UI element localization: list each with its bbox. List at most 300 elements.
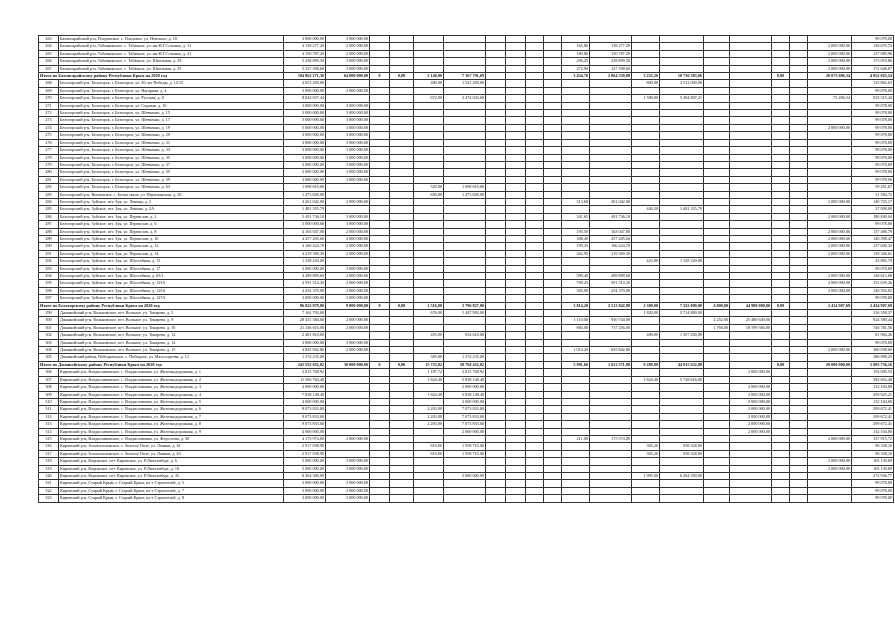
value-cell-2: 2 000 000,00 [326,228,370,235]
address-cell: Белогорский р-н, Зуйское, пгт. Зуя, ул. Шоссейная, д. 13 [59,258,284,265]
value-cell-4 [390,117,414,124]
value-cell-4 [390,480,414,487]
value-cell-17 [772,80,790,87]
table-row [39,384,894,391]
value-cell-1: 4 000 000,00 [284,428,326,435]
value-cell-17 [772,184,790,191]
value-cell-3 [370,280,390,287]
value-cell-17 [772,391,790,398]
value-cell-12 [590,295,632,302]
value-cell-17 [772,235,790,242]
value-cell-19 [808,391,852,398]
value-cell-6 [444,347,486,354]
value-cell-13: 800,00 [632,80,660,87]
value-cell-3 [370,213,390,220]
value-cell-16 [730,443,772,450]
value-cell-14 [660,169,704,176]
value-cell-8 [506,495,526,502]
value-cell-4 [390,472,414,479]
value-cell-20: 299 672,41 [852,421,894,428]
value-cell-19: 2 000 000,00 [808,124,852,131]
value-cell-9 [526,73,544,80]
value-cell-4 [390,132,414,139]
value-cell-16 [730,354,772,361]
value-cell-9 [526,221,544,228]
value-cell-3 [370,339,390,346]
value-cell-2: 9 000 000,00 [326,302,370,309]
value-cell-5 [414,295,444,302]
table-row [39,235,894,242]
value-cell-8 [506,480,526,487]
value-cell-16 [730,161,772,168]
value-cell-14 [660,235,704,242]
value-cell-6 [444,198,486,205]
value-cell-7 [486,65,506,72]
row-number: 318 [39,458,59,465]
value-cell-8 [506,258,526,265]
value-cell-15 [704,280,730,287]
row-number: 278 [39,154,59,161]
value-cell-1: 245 552 652,02 [284,361,326,368]
value-cell-11 [562,206,590,213]
value-cell-19 [808,110,852,117]
value-cell-19 [808,317,852,324]
value-cell-1: 3 000 000,00 [284,87,326,94]
value-cell-9 [526,117,544,124]
value-cell-20: 172 646,07 [852,65,894,72]
value-cell-15 [704,147,730,154]
value-cell-18 [790,198,808,205]
value-cell-12: 138 277,20 [590,43,632,50]
value-cell-1: 3 000 000,00 [284,487,326,494]
value-cell-2: 3 000 000,00 [326,65,370,72]
value-cell-20: 99 078,00 [852,339,894,346]
value-cell-6: 7 073 833,00 [444,421,486,428]
value-cell-6 [444,339,486,346]
table-row [39,110,894,117]
value-cell-1: 3 000 000,00 [284,495,326,502]
value-cell-19 [808,176,852,183]
value-cell-3 [370,369,390,376]
value-cell-16: 2 000 000,00 [730,369,772,376]
value-cell-7 [486,198,506,205]
value-cell-4 [390,58,414,65]
value-cell-17 [772,310,790,317]
value-cell-15 [704,110,730,117]
value-cell-9 [526,243,544,250]
value-cell-13 [632,369,660,376]
value-cell-5: 1 187,72 [414,369,444,376]
value-cell-1: 3 000 000,00 [284,36,326,43]
value-cell-1: 4 254 370,00 [284,287,326,294]
address-cell: Белогорский р-н, Зуйское, пгт. Зуя, ул. Шоссейная, д. 123А [59,280,284,287]
value-cell-20: 99 078,00 [852,110,894,117]
table-row [39,184,894,191]
value-cell-4 [390,176,414,183]
address-cell: Кировский р-н, Старый Крым, г. Старый Крым, пл-т Строителей, д. 5 [59,480,284,487]
value-cell-14: 958 328,00 [660,450,704,457]
value-cell-1: 5 000 000,00 [284,458,326,465]
row-number: 270 [39,95,59,102]
value-cell-11 [562,369,590,376]
value-cell-13: 1 580,00 [632,95,660,102]
value-cell-3 [370,124,390,131]
value-cell-12: 163 047,00 [590,228,632,235]
value-cell-7 [486,117,506,124]
value-cell-12 [590,132,632,139]
value-cell-12 [590,421,632,428]
value-cell-17 [772,421,790,428]
value-cell-20: 43 865,79 [852,258,894,265]
value-cell-14 [660,65,704,72]
value-cell-15 [704,369,730,376]
value-cell-6: 1 374 235,00 [444,354,486,361]
value-cell-17 [772,317,790,324]
value-cell-18 [790,169,808,176]
value-cell-11 [562,406,590,413]
table-row [39,472,894,479]
value-cell-18 [790,124,808,131]
value-cell-16 [730,265,772,272]
value-cell-8 [506,317,526,324]
value-cell-3 [370,310,390,317]
value-cell-10 [544,413,562,420]
value-cell-20: 99 078,00 [852,36,894,43]
value-cell-9 [526,450,544,457]
value-cell-5 [414,50,444,57]
value-cell-20: 5 085 736,16 [852,361,894,368]
value-cell-14 [660,421,704,428]
value-cell-20: 99 078,00 [852,480,894,487]
value-cell-1: 1 698 619,00 [284,184,326,191]
value-cell-10 [544,110,562,117]
value-cell-1: 3 813 768,92 [284,369,326,376]
value-cell-16 [730,176,772,183]
value-cell-20: 165 130,00 [852,458,894,465]
value-cell-2: 2 000 000,00 [326,43,370,50]
value-cell-1: 3 000 000,00 [284,480,326,487]
value-cell-20: 96 338,10 [852,450,894,457]
value-cell-12: 257 205,60 [590,235,632,242]
district-total-row [39,361,894,368]
table-row [39,332,894,339]
value-cell-17: 0,00 [772,302,790,309]
value-cell-5 [414,132,444,139]
value-cell-5 [414,398,444,405]
value-cell-18 [790,87,808,94]
value-cell-13: 423,00 [632,258,660,265]
address-cell: Кировский р-н, Владиславовское, с. Владиславовка, ул. Федосеева, д. 38 [59,435,284,442]
row-number: 314 [39,428,59,435]
value-cell-1: 3 000 000,00 [284,221,326,228]
table-row [39,465,894,472]
value-cell-4 [390,206,414,213]
value-cell-7 [486,443,506,450]
value-cell-10 [544,221,562,228]
value-cell-12: 737 256,00 [590,324,632,331]
address-cell: Белогорский р-н, Зуйское, пгт. Зуя, ул. Ленина, д. 2 [59,198,284,205]
value-cell-3 [370,295,390,302]
value-cell-2: 3 000 000,00 [326,265,370,272]
value-cell-2 [326,376,370,383]
value-cell-1: 1 481 355,79 [284,206,326,213]
value-cell-18 [790,339,808,346]
value-cell-9 [526,110,544,117]
value-cell-12 [590,191,632,198]
value-cell-10 [544,458,562,465]
value-cell-16: 2 000 000,00 [730,384,772,391]
value-cell-13 [632,295,660,302]
value-cell-8 [506,391,526,398]
value-cell-4 [390,398,414,405]
value-cell-7 [486,458,506,465]
value-cell-18 [790,310,808,317]
value-cell-5 [414,287,444,294]
value-cell-8 [506,361,526,368]
value-cell-9 [526,176,544,183]
value-cell-1: 4 053 200,00 [284,80,326,87]
value-cell-18 [790,43,808,50]
value-cell-16 [730,213,772,220]
value-cell-14 [660,176,704,183]
value-cell-18 [790,369,808,376]
value-cell-13 [632,87,660,94]
address-cell: Белогорский р-н, Белогорск, г. Белогорск, ул. Шевченко, д. 31 [59,139,284,146]
value-cell-3 [370,80,390,87]
value-cell-1: 21 336 616,00 [284,324,326,331]
value-cell-13 [632,228,660,235]
value-cell-2: 2 000 000,00 [326,273,370,280]
value-cell-14: 1 328 220,00 [660,258,704,265]
value-cell-12 [590,102,632,109]
value-cell-9 [526,421,544,428]
capital-repair-table [38,35,894,503]
value-cell-2: 2 000 000,00 [326,280,370,287]
value-cell-15 [704,65,730,72]
value-cell-1: 11 566 764,40 [284,376,326,383]
value-cell-16 [730,58,772,65]
value-cell-13 [632,132,660,139]
address-cell: Белогорский р-н, Белогорск, г. Белогорск, ул. Шевченко, д. 37 [59,161,284,168]
row-number: 274 [39,124,59,131]
value-cell-5 [414,102,444,109]
row-number: 323 [39,495,59,502]
value-cell-11: 1 110,00 [562,317,590,324]
value-cell-5: 1 824,40 [414,376,444,383]
value-cell-11 [562,413,590,420]
value-cell-20: 186 098,25 [852,354,894,361]
value-cell-1: 4 219 300,30 [284,250,326,257]
value-cell-9 [526,495,544,502]
value-cell-3 [370,176,390,183]
value-cell-19 [808,384,852,391]
value-cell-2: 3 000 000,00 [326,465,370,472]
value-cell-15 [704,332,730,339]
value-cell-7 [486,376,506,383]
value-cell-9 [526,87,544,94]
value-cell-12 [590,117,632,124]
value-cell-19: 73 496,54 [808,95,852,102]
value-cell-18 [790,450,808,457]
value-cell-8 [506,154,526,161]
value-cell-4 [390,376,414,383]
row-number: 271 [39,102,59,109]
table-row [39,265,894,272]
value-cell-4 [390,110,414,117]
value-cell-7 [486,124,506,131]
value-cell-6 [444,280,486,287]
row-number: 289 [39,235,59,242]
value-cell-16 [730,80,772,87]
value-cell-2: 2 000 000,00 [326,324,370,331]
address-cell: Белогорский р-н, Зуйское, пгт. Зуя, ул. Ленина, д. 2А [59,206,284,213]
value-cell-5 [414,87,444,94]
value-cell-17 [772,124,790,131]
value-cell-3 [370,132,390,139]
value-cell-13 [632,339,660,346]
value-cell-11 [562,95,590,102]
value-cell-1: 3 000 000,00 [284,265,326,272]
address-cell: Кировский р-н, Кировское, пгт. Кировское, ул. Р.Люксембург, д. 35 [59,472,284,479]
value-cell-18 [790,280,808,287]
value-cell-19 [808,310,852,317]
value-cell-8 [506,398,526,405]
value-cell-14 [660,191,704,198]
row-number: 277 [39,147,59,154]
value-cell-1: 9 073 833,00 [284,406,326,413]
value-cell-8 [506,406,526,413]
value-cell-17 [772,347,790,354]
value-cell-8 [506,235,526,242]
value-cell-9 [526,139,544,146]
value-cell-5: 385,00 [414,354,444,361]
value-cell-13 [632,398,660,405]
value-cell-2: 3 000 000,00 [326,87,370,94]
value-cell-7 [486,265,506,272]
value-cell-4 [390,139,414,146]
value-cell-15 [704,495,730,502]
value-cell-9 [526,147,544,154]
value-cell-3 [370,58,390,65]
value-cell-12 [590,428,632,435]
value-cell-8 [506,117,526,124]
value-cell-11: 211,00 [562,435,590,442]
table-row [39,132,894,139]
value-cell-4 [390,317,414,324]
value-cell-9 [526,435,544,442]
value-cell-13 [632,495,660,502]
value-cell-5: 2 140,00 [414,73,444,80]
value-cell-11 [562,354,590,361]
value-cell-18 [790,317,808,324]
value-cell-6: 2 000 000,00 [444,472,486,479]
value-cell-9 [526,161,544,168]
row-number: 299 [39,310,59,317]
value-cell-18 [790,147,808,154]
value-cell-2 [326,354,370,361]
value-cell-17 [772,472,790,479]
value-cell-16 [730,228,772,235]
value-cell-5 [414,243,444,250]
value-cell-5 [414,339,444,346]
value-cell-19: 2 000 000,00 [808,347,852,354]
value-cell-4 [390,43,414,50]
value-cell-11 [562,458,590,465]
row-number: 288 [39,228,59,235]
row-number: 311 [39,406,59,413]
value-cell-4 [390,228,414,235]
value-cell-19 [808,332,852,339]
value-cell-7 [486,50,506,57]
value-cell-6 [444,154,486,161]
value-cell-9 [526,443,544,450]
value-cell-5 [414,465,444,472]
value-cell-18 [790,235,808,242]
value-cell-14 [660,391,704,398]
value-cell-15 [704,391,730,398]
table-row [39,421,894,428]
value-cell-19: 2 000 000,00 [808,250,852,257]
table-row [39,36,894,43]
value-cell-20: 99 078,00 [852,147,894,154]
value-cell-10 [544,161,562,168]
table-row [39,65,894,72]
value-cell-2: 3 000 000,00 [326,339,370,346]
value-cell-19 [808,221,852,228]
value-cell-5 [414,117,444,124]
table-row [39,369,894,376]
value-cell-5 [414,280,444,287]
value-cell-2 [326,369,370,376]
value-cell-20: 259 925,21 [852,391,894,398]
value-cell-2: 3 000 000,00 [326,139,370,146]
value-cell-6 [444,243,486,250]
value-cell-10 [544,80,562,87]
value-cell-8 [506,250,526,257]
value-cell-17 [772,139,790,146]
value-cell-19 [808,154,852,161]
value-cell-3 [370,169,390,176]
value-cell-1: 3 000 000,00 [284,339,326,346]
value-cell-13 [632,487,660,494]
value-cell-19 [808,169,852,176]
value-cell-6 [444,317,486,324]
value-cell-19 [808,480,852,487]
value-cell-13 [632,102,660,109]
value-cell-12: 254 370,00 [590,287,632,294]
value-cell-20: 137 600,34 [852,243,894,250]
value-cell-18 [790,354,808,361]
value-cell-17 [772,398,790,405]
value-cell-4 [390,265,414,272]
value-cell-8 [506,421,526,428]
value-cell-9 [526,480,544,487]
value-cell-3 [370,324,390,331]
value-cell-16 [730,184,772,191]
district-total-row [39,302,894,309]
value-cell-6 [444,147,486,154]
value-cell-16 [730,435,772,442]
value-cell-5: 676,00 [414,310,444,317]
row-number: 282 [39,184,59,191]
value-cell-5 [414,139,444,146]
value-cell-7 [486,361,506,368]
value-cell-16: 2 000 000,00 [730,428,772,435]
value-cell-10 [544,347,562,354]
value-cell-19: 2 000 000,00 [808,198,852,205]
value-cell-2 [326,206,370,213]
address-cell: Белогорский р-н, Зуйское, пгт. Зуя, ул. Переяслав, д. 12 [59,243,284,250]
